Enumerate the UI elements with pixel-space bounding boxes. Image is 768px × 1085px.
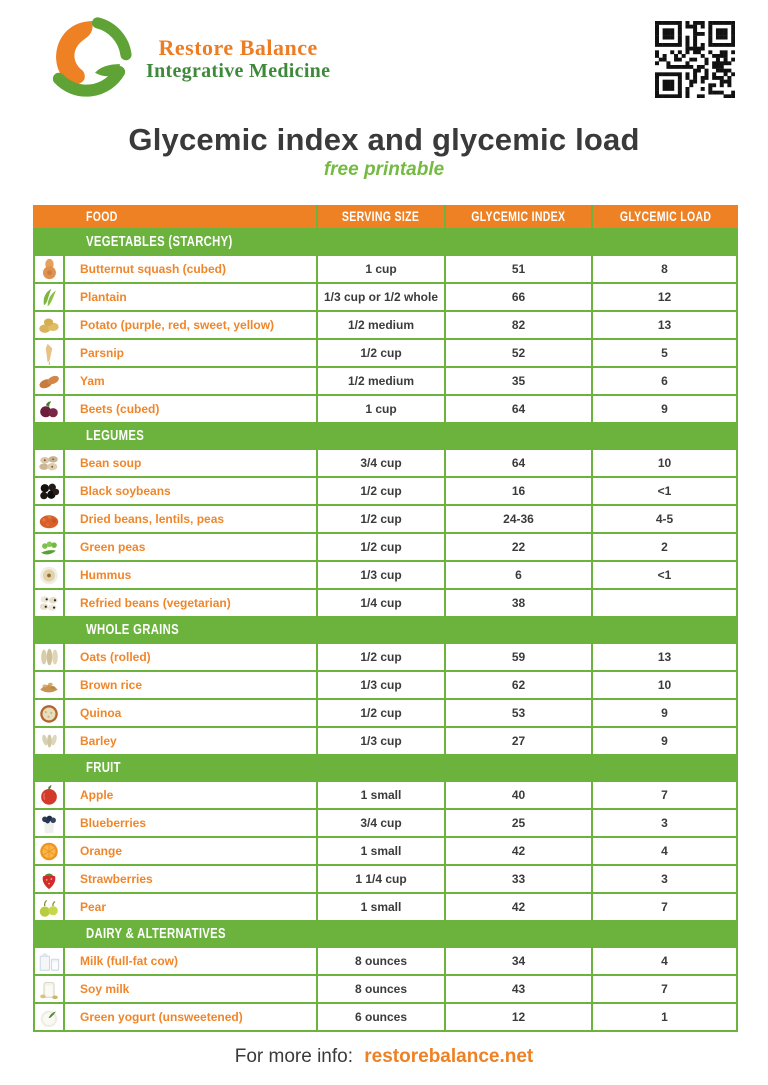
page-title: Glycemic index and glycemic load	[128, 122, 640, 157]
table-row	[33, 340, 738, 366]
food-icon-cell	[35, 340, 63, 366]
table-row	[33, 590, 738, 616]
column-header-food: FOOD	[33, 205, 316, 228]
glycemic-load-cell: 13	[593, 644, 736, 670]
glycemic-load-cell: 3	[593, 866, 736, 892]
dried-beans-icon	[36, 507, 62, 531]
bean-soup-icon	[36, 451, 62, 475]
food-name-cell: Orange	[65, 838, 316, 864]
quinoa-icon	[36, 701, 62, 725]
food-name-cell: Yam	[65, 368, 316, 394]
glycemic-load-cell: 5	[593, 340, 736, 366]
glycemic-index-cell: 16	[446, 478, 591, 504]
glycemic-load-cell: 7	[593, 894, 736, 920]
food-name-cell: Dried beans, lentils, peas	[65, 506, 316, 532]
food-name-cell: Butternut squash (cubed)	[65, 256, 316, 282]
serving-size-cell: 1/2 medium	[318, 368, 444, 394]
glycemic-table	[33, 205, 738, 1032]
glycemic-load-cell: 9	[593, 728, 736, 754]
table-row	[33, 284, 738, 310]
glycemic-index-cell: 6	[446, 562, 591, 588]
food-icon-cell	[35, 284, 63, 310]
section-title: VEGETABLES (STARCHY)	[86, 234, 233, 250]
food-name-cell: Green yogurt (unsweetened)	[65, 1004, 316, 1030]
food-name-cell: Barley	[65, 728, 316, 754]
brand-tagline: Integrative Medicine	[146, 60, 331, 82]
table-row	[33, 976, 738, 1002]
table-header-row	[33, 205, 738, 228]
apple-icon	[36, 783, 62, 807]
table-row	[33, 672, 738, 698]
table-row	[33, 782, 738, 808]
serving-size-cell: 3/4 cup	[318, 810, 444, 836]
section-header	[33, 230, 738, 254]
glycemic-index-cell: 35	[446, 368, 591, 394]
beets-icon	[36, 397, 62, 421]
table-row	[33, 948, 738, 974]
glycemic-index-cell: 82	[446, 312, 591, 338]
food-name-cell: Quinoa	[65, 700, 316, 726]
serving-size-cell: 3/4 cup	[318, 450, 444, 476]
glycemic-index-cell: 51	[446, 256, 591, 282]
glycemic-load-cell: 9	[593, 396, 736, 422]
glycemic-index-cell: 43	[446, 976, 591, 1002]
food-icon-cell	[35, 644, 63, 670]
serving-size-cell: 1/3 cup	[318, 672, 444, 698]
logo	[46, 16, 330, 102]
serving-size-cell: 1/4 cup	[318, 590, 444, 616]
glycemic-index-cell: 64	[446, 396, 591, 422]
food-icon-cell	[35, 590, 63, 616]
table-row	[33, 728, 738, 754]
food-name-cell: Parsnip	[65, 340, 316, 366]
food-icon-cell	[35, 562, 63, 588]
pear-icon	[36, 895, 62, 919]
glycemic-load-cell: 9	[593, 700, 736, 726]
food-name-cell: Green peas	[65, 534, 316, 560]
table-row	[33, 1004, 738, 1030]
serving-size-cell: 1 cup	[318, 396, 444, 422]
glycemic-index-cell: 24-36	[446, 506, 591, 532]
glycemic-index-cell: 53	[446, 700, 591, 726]
section-header	[33, 424, 738, 448]
food-name-cell: Black soybeans	[65, 478, 316, 504]
section-title: DAIRY & ALTERNATIVES	[86, 926, 226, 942]
glycemic-load-cell: 10	[593, 672, 736, 698]
food-icon-cell	[35, 948, 63, 974]
table-row	[33, 838, 738, 864]
table-row	[33, 700, 738, 726]
food-name-cell: Brown rice	[65, 672, 316, 698]
food-name-cell: Pear	[65, 894, 316, 920]
food-icon-cell	[35, 1004, 63, 1030]
oats-icon	[36, 645, 62, 669]
serving-size-cell: 1 cup	[318, 256, 444, 282]
food-icon-cell	[35, 782, 63, 808]
glycemic-index-cell: 38	[446, 590, 591, 616]
serving-size-cell: 1/2 cup	[318, 644, 444, 670]
glycemic-index-cell: 33	[446, 866, 591, 892]
serving-size-cell: 6 ounces	[318, 1004, 444, 1030]
serving-size-cell: 1 1/4 cup	[318, 866, 444, 892]
food-name-cell: Soy milk	[65, 976, 316, 1002]
food-icon-cell	[35, 838, 63, 864]
food-name-cell: Refried beans (vegetarian)	[65, 590, 316, 616]
brown-rice-icon	[36, 673, 62, 697]
glycemic-load-cell: 12	[593, 284, 736, 310]
food-icon-cell	[35, 866, 63, 892]
glycemic-load-cell: <1	[593, 478, 736, 504]
glycemic-load-cell: 4	[593, 838, 736, 864]
serving-size-cell: 1/3 cup	[318, 728, 444, 754]
serving-size-cell: 1/2 cup	[318, 700, 444, 726]
serving-size-cell: 8 ounces	[318, 976, 444, 1002]
table-row	[33, 534, 738, 560]
glycemic-load-cell: 6	[593, 368, 736, 394]
potato-icon	[36, 313, 62, 337]
butternut-squash-icon	[36, 257, 62, 281]
table-row	[33, 312, 738, 338]
column-header-serving-size: SERVING SIZE	[318, 205, 444, 228]
yam-icon	[36, 369, 62, 393]
hummus-icon	[36, 563, 62, 587]
food-icon-cell	[35, 506, 63, 532]
glycemic-index-cell: 62	[446, 672, 591, 698]
food-name-cell: Beets (cubed)	[65, 396, 316, 422]
food-icon-cell	[35, 368, 63, 394]
glycemic-load-cell: 7	[593, 976, 736, 1002]
glycemic-index-cell: 34	[446, 948, 591, 974]
glycemic-index-cell: 22	[446, 534, 591, 560]
orange-icon	[36, 839, 62, 863]
column-header-glycemic-load: GLYCEMIC LOAD	[593, 205, 738, 228]
table-row	[33, 866, 738, 892]
section-header	[33, 922, 738, 946]
table-row	[33, 506, 738, 532]
food-name-cell: Hummus	[65, 562, 316, 588]
barley-icon	[36, 729, 62, 753]
glycemic-load-cell: 8	[593, 256, 736, 282]
food-icon-cell	[35, 312, 63, 338]
glycemic-load-cell: 13	[593, 312, 736, 338]
qr-code-icon	[655, 21, 735, 98]
glycemic-index-cell: 42	[446, 838, 591, 864]
glycemic-load-cell: 2	[593, 534, 736, 560]
footer-link[interactable]: restorebalance.net	[364, 1046, 534, 1067]
table-row	[33, 396, 738, 422]
serving-size-cell: 1/3 cup	[318, 562, 444, 588]
plantain-icon	[36, 285, 62, 309]
section-title: WHOLE GRAINS	[86, 622, 179, 638]
blueberries-icon	[36, 811, 62, 835]
table-row	[33, 810, 738, 836]
serving-size-cell: 1 small	[318, 838, 444, 864]
serving-size-cell: 1 small	[318, 782, 444, 808]
food-icon-cell	[35, 672, 63, 698]
footer-label: For more info:	[234, 1046, 353, 1067]
green-peas-icon	[36, 535, 62, 559]
glycemic-load-cell: 1	[593, 1004, 736, 1030]
brand-text	[146, 36, 330, 82]
glycemic-load-cell: <1	[593, 562, 736, 588]
food-icon-cell	[35, 478, 63, 504]
food-icon-cell	[35, 534, 63, 560]
table-row	[33, 644, 738, 670]
food-icon-cell	[35, 450, 63, 476]
glycemic-load-cell	[593, 590, 736, 616]
serving-size-cell: 8 ounces	[318, 948, 444, 974]
serving-size-cell: 1/3 cup or 1/2 whole	[318, 284, 444, 310]
footer	[0, 1046, 768, 1068]
food-name-cell: Potato (purple, red, sweet, yellow)	[65, 312, 316, 338]
section-title: FRUIT	[86, 760, 121, 776]
table-row	[33, 894, 738, 920]
strawberries-icon	[36, 867, 62, 891]
table-row	[33, 562, 738, 588]
milk-icon	[36, 949, 62, 973]
glycemic-load-cell: 10	[593, 450, 736, 476]
food-icon-cell	[35, 810, 63, 836]
food-icon-cell	[35, 894, 63, 920]
black-soybeans-icon	[36, 479, 62, 503]
food-name-cell: Plantain	[65, 284, 316, 310]
food-name-cell: Milk (full-fat cow)	[65, 948, 316, 974]
refried-beans-icon	[36, 591, 62, 615]
food-name-cell: Oats (rolled)	[65, 644, 316, 670]
glycemic-index-cell: 42	[446, 894, 591, 920]
serving-size-cell: 1/2 cup	[318, 534, 444, 560]
table-row	[33, 478, 738, 504]
glycemic-index-cell: 27	[446, 728, 591, 754]
food-name-cell: Bean soup	[65, 450, 316, 476]
food-name-cell: Apple	[65, 782, 316, 808]
section-title: LEGUMES	[86, 428, 145, 444]
serving-size-cell: 1/2 cup	[318, 340, 444, 366]
food-icon-cell	[35, 396, 63, 422]
glycemic-load-cell: 7	[593, 782, 736, 808]
section-header	[33, 618, 738, 642]
glycemic-index-cell: 40	[446, 782, 591, 808]
glycemic-index-cell: 64	[446, 450, 591, 476]
glycemic-load-cell: 4	[593, 948, 736, 974]
soy-milk-icon	[36, 977, 62, 1001]
greek-yogurt-icon	[36, 1005, 62, 1029]
serving-size-cell: 1/2 medium	[318, 312, 444, 338]
serving-size-cell: 1/2 cup	[318, 478, 444, 504]
glycemic-index-cell: 52	[446, 340, 591, 366]
food-icon-cell	[35, 728, 63, 754]
serving-size-cell: 1/2 cup	[318, 506, 444, 532]
food-name-cell: Strawberries	[65, 866, 316, 892]
glycemic-load-cell: 3	[593, 810, 736, 836]
glycemic-load-cell: 4-5	[593, 506, 736, 532]
table-row	[33, 450, 738, 476]
table-row	[33, 256, 738, 282]
brand-name: Restore Balance	[158, 35, 318, 60]
table-row	[33, 368, 738, 394]
glycemic-index-cell: 66	[446, 284, 591, 310]
section-header	[33, 756, 738, 780]
food-icon-cell	[35, 256, 63, 282]
food-name-cell: Blueberries	[65, 810, 316, 836]
column-header-glycemic-index: GLYCEMIC INDEX	[446, 205, 591, 228]
glycemic-index-cell: 59	[446, 644, 591, 670]
glycemic-index-cell: 12	[446, 1004, 591, 1030]
parsnip-icon	[36, 341, 62, 365]
food-icon-cell	[35, 976, 63, 1002]
serving-size-cell: 1 small	[318, 894, 444, 920]
page-subtitle: free printable	[323, 159, 445, 180]
glycemic-index-cell: 25	[446, 810, 591, 836]
logo-icon	[46, 16, 132, 102]
food-icon-cell	[35, 700, 63, 726]
